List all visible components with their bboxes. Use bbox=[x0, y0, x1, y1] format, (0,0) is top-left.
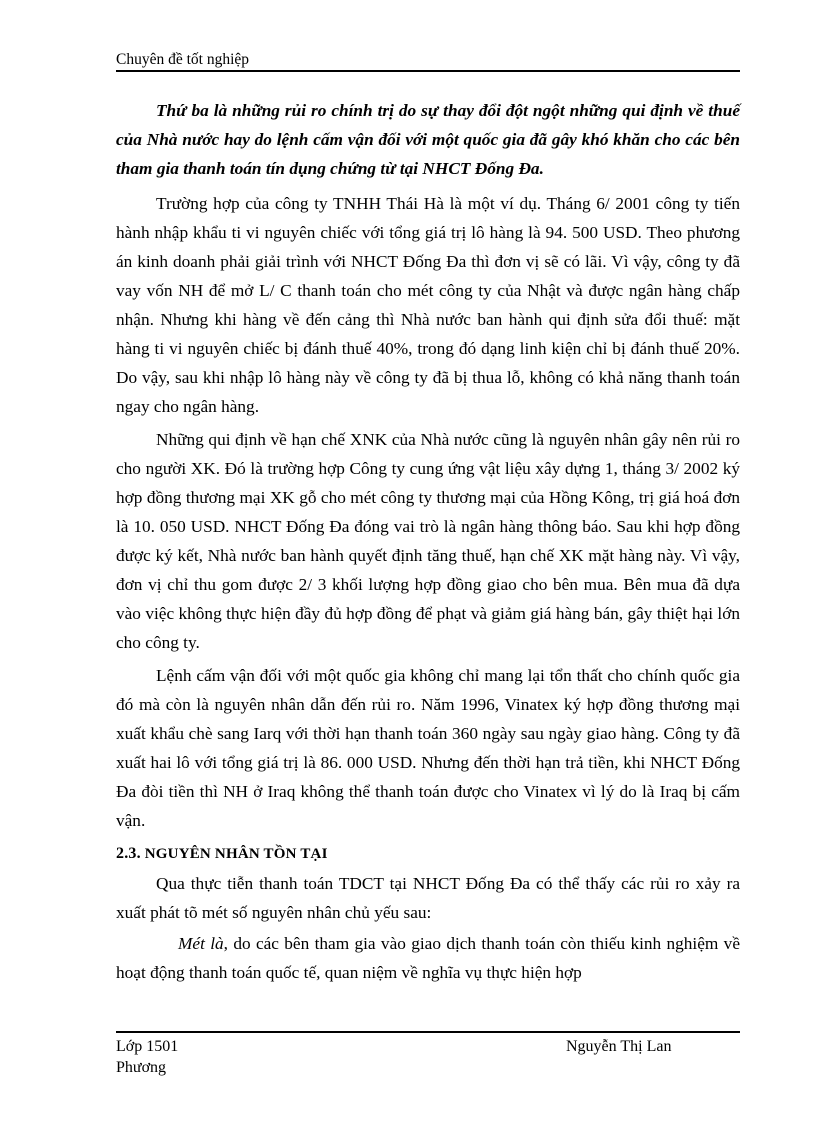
header-divider bbox=[116, 70, 740, 72]
footer-class-label: Lớp 1501 bbox=[116, 1038, 179, 1055]
section-heading bbox=[116, 839, 740, 869]
paragraph-embargo: Lệnh cấm vận đối với một quốc gia không chỉ mang lại tổn thất cho chính quốc gia đó mà còn là nguyên nhân dẫn đến rủi ro. Năm 1996, Vinatex ký hợp đồng thương mại xuất khẩu chè sang Iarq với thời hạn thanh toán 360 ngày sau ngày giao hàng. Công ty đã xuất hai lô với tổng giá trị là 86. 000 USD. Nhưng đến thời hạn trả tiền, khi NHCT Đống Đa đòi tiền thì NH ở Iraq không thể thanh toán được cho Vinatex vì lý do là Iraq bị cấm vận. bbox=[116, 666, 740, 830]
first-cause-lead: Mét là bbox=[178, 934, 224, 953]
paragraph-thai-ha: Trường hợp của công ty TNHH Thái Hà là một ví dụ. Tháng 6/ 2001 công ty tiến hành nhập khẩu ti vi nguyên chiếc với tổng giá trị lô hàng là 94. 500 USD. Theo phương án kinh doanh phải giải trình với NHCT Đống Đa thì đơn vị sẽ có lãi. Vì vậy, công ty đã vay vốn NH để mở L/ C thanh toán cho mét công ty của Nhật và được ngân hàng chấp nhận. Nhưng khi hàng về đến cảng thì Nhà nước ban hành qui định sửa đổi thuế: mặt hàng ti vi nguyên chiếc bị đánh thuế 40%, trong đó dạng linh kiện chỉ bị đánh thuế 20%. Do vậy, sau khi nhập lô hàng này về công ty đã bị thua lỗ, không có khả năng thanh toán ngay cho ngân hàng. bbox=[116, 194, 740, 416]
section-number: 2.3. bbox=[116, 845, 141, 862]
footer-author-cont: Phương bbox=[116, 1059, 167, 1076]
document-body bbox=[116, 96, 740, 991]
paragraph-first-cause bbox=[116, 929, 740, 987]
paragraph-causes-intro: Qua thực tiễn thanh toán TDCT tại NHCT Đống Đa có thể thấy các rủi ro xảy ra xuất phát tõ mét số nguyên nhân chủ yếu sau: bbox=[116, 874, 740, 922]
section-title: NGUYÊN NHÂN TỒN TẠI bbox=[144, 846, 328, 862]
footer-class bbox=[116, 1036, 178, 1078]
footer-divider bbox=[116, 1031, 740, 1033]
intro-paragraph: Thứ ba là những rủi ro chính trị do sự thay đổi đột ngột những qui định về thuế của Nhà nước hay do lệnh cấm vận đối với một quốc gia đã gây khó khăn cho các bên tham gia thanh toán tín dụng chứng từ tại NHCT Đống Đa. bbox=[116, 101, 740, 178]
paragraph-export-restriction: Những qui định về hạn chế XNK của Nhà nước cũng là nguyên nhân gây nên rủi ro cho người XK. Đó là trường hợp Công ty cung ứng vật liệu xây dựng 1, tháng 3/ 2002 ký hợp đồng thương mại XK gỗ cho mét công ty thương mại của Hồng Kông, trị giá hoá đơn là 10. 050 USD. NHCT Đống Đa đóng vai trò là ngân hàng thông báo. Sau khi hợp đồng được ký kết, Nhà nước ban hành quyết định tăng thuế, hạn chế XK mặt hàng này. Vì vậy, đơn vị chỉ thu gom được 2/ 3 khối lượng hợp đồng giao cho bên mua. Bên mua đã dựa vào việc không thực hiện đầy đủ hợp đồng để phạt và giảm giá hàng bán, gây thiệt hại lớn cho công ty. bbox=[116, 430, 740, 652]
page-header: Chuyên đề tốt nghiệp bbox=[116, 51, 250, 68]
footer-author: Nguyễn Thị Lan bbox=[566, 1038, 672, 1055]
first-cause-text: , do các bên tham gia vào giao dịch thanh toán còn thiếu kinh nghiệm về hoạt động thanh toán quốc tế, quan niệm về nghĩa vụ thực hiện hợp bbox=[116, 934, 740, 982]
